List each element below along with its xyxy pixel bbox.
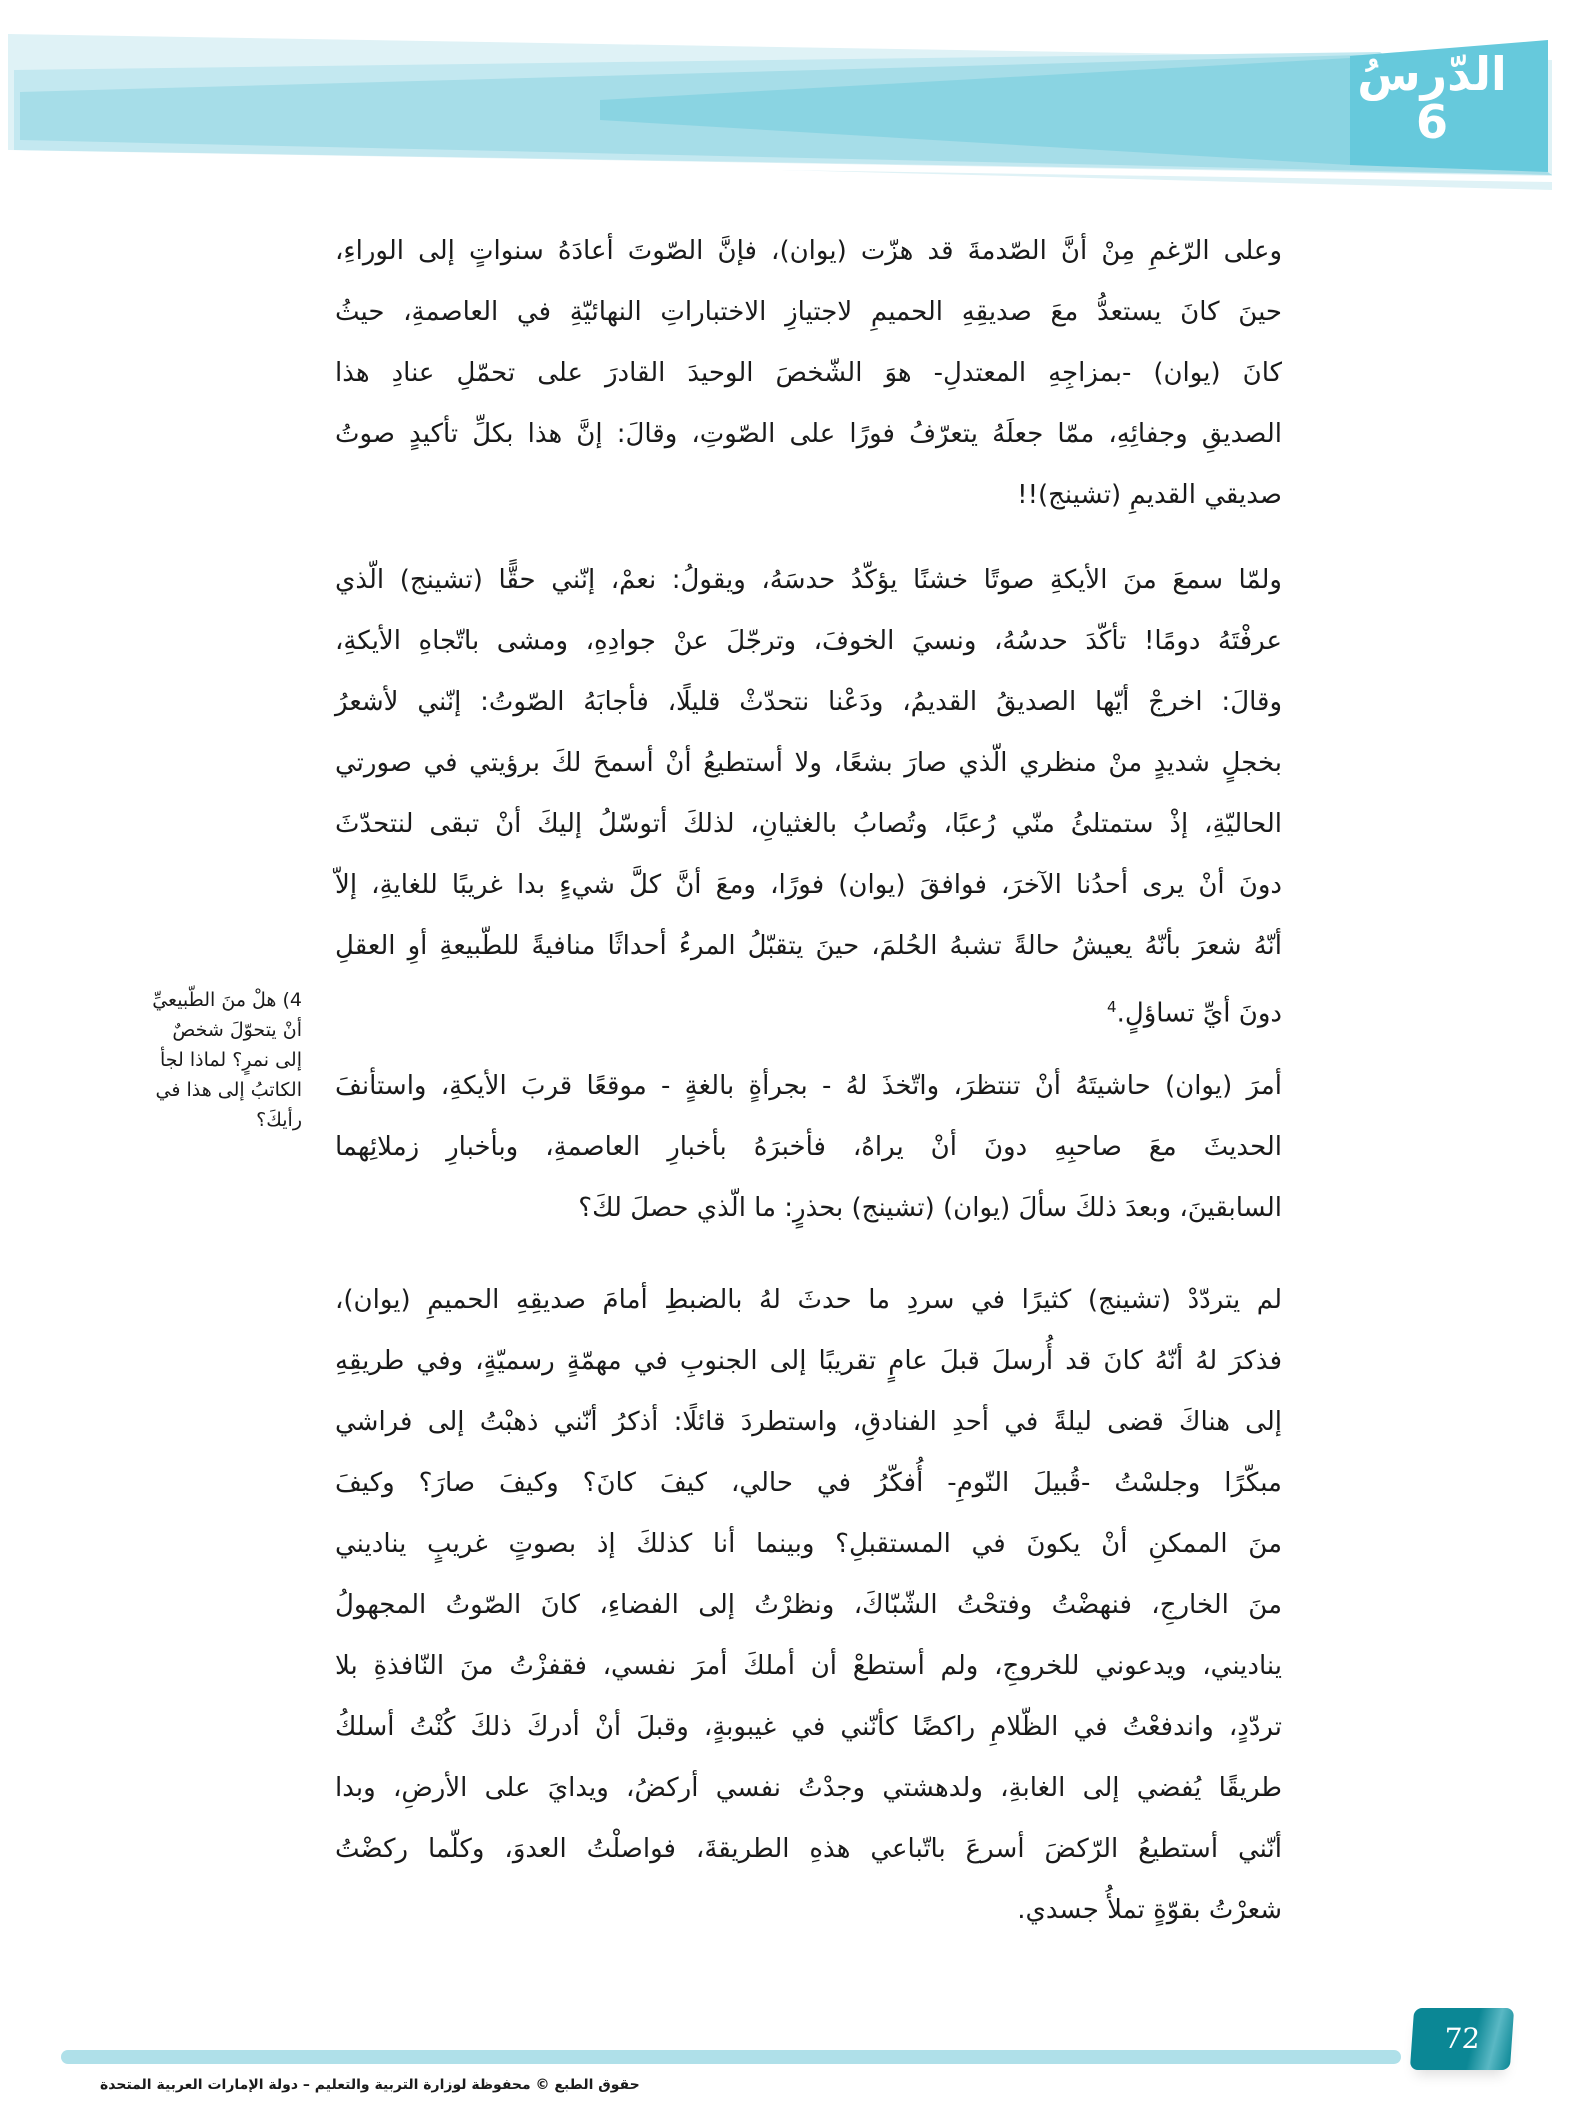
margin-question <box>112 985 302 1135</box>
text-line: إلى هناكَ قضى ليلةً في أحدِ الفنادقِ، واستطردَ قائلًا: أذكرُ أنّني ذهبْتُ إلى فراشي <box>335 1407 1282 1437</box>
text-line: أنّهُ شعرَ بأنّهُ يعيشُ حالةً تشبهُ الحُلمَ، حينَ يتقبّلُ المرءُ أحداثًا منافيةً للطّبيعةِ أوِ العقلِ <box>335 931 1282 961</box>
text-line: كانَ (يوان) -بمزاجِهِ المعتدلِ- هوَ الشّخصَ الوحيدَ القادرَ على تحمّلِ عنادِ هذا <box>335 358 1282 388</box>
text-line: فذكرَ لهُ أنّهُ كانَ قد أُرسلَ قبلَ عامٍ تقريبًا إلى الجنوبِ في مهمّةٍ رسميّةٍ، وفي طريقِهِ <box>335 1346 1282 1376</box>
note-line: إلى نمرٍ؟ لماذا لجأ <box>159 1049 302 1071</box>
text-line: وعلى الرّغمِ مِنْ أنَّ الصّدمةَ قد هزّت (يوان)، فإنَّ الصّوتَ أعادَهُ سنواتٍ إلى الوراءِ، <box>335 236 1282 266</box>
lesson-title <box>1337 47 1527 150</box>
text-line: حينَ كانَ يستعدُّ معَ صديقِهِ الحميمِ لاجتيازِ الاختباراتِ النهائيّةِ في العاصمةِ، حيثُ <box>335 297 1282 327</box>
paragraph-1 <box>335 221 1282 526</box>
text-line: أنّني أستطيعُ الرّكضَ أسرعَ باتّباعي هذهِ الطريقةَ، فواصلْتُ العدوَ، وكلّما ركضْتُ <box>335 1834 1282 1864</box>
text-line: وقالَ: اخرجْ أيّها الصديقُ القديمُ، ودَعْنا نتحدّثْ قليلًا، فأجابَهُ الصّوتُ: إنّني لأشعرُ <box>335 687 1282 717</box>
text-line-content: دونَ أيِّ تساؤلٍ. <box>1116 998 1282 1029</box>
text-line: الحديثَ معَ صاحبِهِ دونَ أنْ يراهُ، فأخبرَهُ بأخبارِ العاصمةِ، وبأخبارِ زملائِهما <box>335 1132 1282 1162</box>
note-line: أنْ يتحوّلَ شخصٌ <box>172 1019 302 1041</box>
text-line: تردّدٍ، واندفعْتُ في الظّلامِ راكضًا كأنّني في غيبوبةٍ، وقبلَ أنْ أدركَ ذلكَ كُنْتُ أسلكُ <box>335 1712 1282 1742</box>
page-number-badge <box>1410 2008 1514 2070</box>
text-line: أمرَ (يوان) حاشيتَهُ أنْ تنتظرَ، واتّخذَ لهُ - بجرأةٍ بالغةٍ - موقعًا قربَ الأيكةِ، واستأنفَ <box>335 1071 1282 1101</box>
text-line: عرفْتَهُ دومًا! تأكّدَ حدسُهُ، ونسيَ الخوفَ، وترجّلَ عنْ جوادِهِ، ومشى باتّجاهِ الأيكةِ، <box>335 626 1282 656</box>
paragraph-2 <box>335 550 1282 1038</box>
text-line: الصديقِ وجفائِهِ، ممّا جعلَهُ يتعرّفُ فورًا على الصّوتِ، وقالَ: إنَّ هذا بكلِّ تأكيدٍ صوتُ <box>335 419 1282 449</box>
note-line: الكاتبُ إلى هذا في <box>155 1079 302 1101</box>
text-line <box>335 977 1282 1038</box>
text-line: طريقًا يُفضي إلى الغابةِ، ولدهشتي وجدْتُ نفسي أركضُ، ويدايَ على الأرضِ، وبدا <box>335 1773 1282 1803</box>
lesson-label: الدّرسُ <box>1357 47 1507 101</box>
footnote-ref: 4 <box>1107 998 1117 1016</box>
text-line: صديقي القديمِ (تشينج)!! <box>1017 480 1282 510</box>
text-line: منَ الممكنِ أنْ يكونَ في المستقبلِ؟ وبينما أنا كذلكَ إذ بصوتٍ غريبٍ يناديني <box>335 1529 1282 1559</box>
text-line: بخجلٍ شديدٍ منْ منظري الّذي صارَ بشعًا، ولا أستطيعُ أنْ أسمحَ لكَ برؤيتي في صورتي <box>335 748 1282 778</box>
text-line: ولمّا سمعَ منَ الأيكةِ صوتًا خشنًا يؤكّدُ حدسَهُ، ويقولُ: نعمْ، إنّني حقًّا (تشينج) الّذي <box>335 565 1282 595</box>
text-line: منَ الخارجِ، فنهضْتُ وفتحْتُ الشّبّاكَ، ونظرْتُ إلى الفضاءِ، كانَ الصّوتُ المجهولُ <box>335 1590 1282 1620</box>
footer-bar <box>61 2050 1401 2064</box>
text-line: دونَ أنْ يرى أحدُنا الآخرَ، فوافقَ (يوان) فورًا، ومعَ أنَّ كلَّ شيءٍ بدا غريبًا للغايةِ، إلاّ <box>335 870 1282 900</box>
paragraph-4 <box>335 1270 1282 1941</box>
lesson-number: 6 <box>1415 95 1448 150</box>
page-number: 72 <box>1443 2022 1482 2055</box>
paragraph-3 <box>335 1056 1282 1239</box>
text-line: السابقينَ، وبعدَ ذلكَ سألَ (يوان) (تشينج) بحذرٍ: ما الّذي حصلَ لكَ؟ <box>578 1193 1282 1223</box>
text-line: يناديني، ويدعوني للخروجِ، ولم أستطعْ أن أملكَ أمرَ نفسي، فقفزْتُ منَ النّافذةِ بلا <box>335 1651 1282 1681</box>
text-line: شعرْتُ بقوّةٍ تملأُ جسدي. <box>1017 1895 1282 1925</box>
copyright-notice: حقوق الطبع © محفوظة لوزارة التربية والتعليم – دولة الإمارات العربية المتحدة <box>100 2077 640 2093</box>
text-line: الحاليّةِ، إذْ ستمتلئُ منّي رُعبًا، وتُصابُ بالغثيانِ، لذلكَ أتوسّلُ إليكَ أنْ تبقى لنتحدّثَ <box>335 809 1282 839</box>
note-line: رأيكَ؟ <box>256 1109 302 1131</box>
text-line: مبكّرًا وجلسْتُ -قُبيلَ النّومِ- أُفكّرُ في حالي، كيفَ كانَ؟ وكيفَ صارَ؟ وكيفَ <box>335 1468 1282 1498</box>
note-line: 4) هلْ منَ الطّبيعيِّ <box>152 989 302 1011</box>
text-line: لم يتردّدْ (تشينج) كثيرًا في سردِ ما حدثَ لهُ بالضبطِ أمامَ صديقِهِ الحميمِ (يوان)، <box>335 1285 1282 1315</box>
